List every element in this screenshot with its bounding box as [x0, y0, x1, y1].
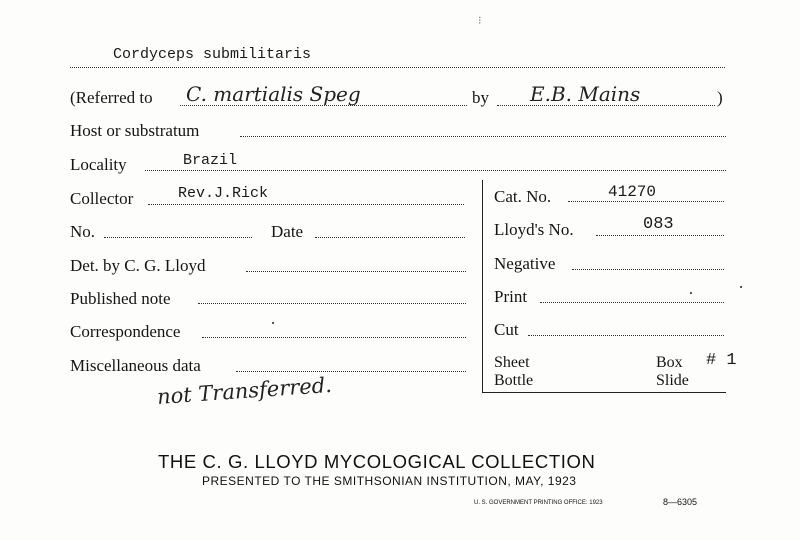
sheet-label: Sheet [494, 354, 530, 371]
print-line [540, 302, 724, 303]
species-name: Cordyceps submilitaris [113, 46, 312, 63]
collector-value: Rev.J.Rick [178, 185, 269, 202]
referred-line [180, 105, 467, 106]
stray-mark: ⁝ [478, 15, 482, 27]
collector-label: Collector [70, 189, 134, 208]
scan-speck [272, 322, 274, 324]
cut-line [528, 335, 724, 336]
referred-value: C. martialis Speg [186, 82, 361, 106]
scan-speck [690, 292, 692, 294]
host-label: Host or substratum [70, 121, 200, 140]
correspondence-line [202, 337, 466, 338]
scan-speck [740, 286, 742, 288]
lloyds-no-line [596, 235, 724, 236]
cat-no-line [568, 201, 724, 202]
miscellaneous-data-label: Miscellaneous data [70, 356, 201, 375]
cut-label: Cut [494, 320, 519, 339]
lloyds-no-value: 083 [643, 215, 674, 234]
miscellaneous-data-line [236, 371, 466, 372]
no-label: No. [70, 222, 96, 241]
by-value: E.B. Mains [530, 82, 641, 106]
slide-label: Slide [656, 372, 689, 389]
collection-title: THE C. G. LLOYD MYCOLOGICAL COLLECTION [158, 451, 596, 472]
host-line [240, 136, 726, 137]
box-label: Box [656, 354, 683, 371]
by-line [497, 105, 715, 106]
form-number: 8—6305 [663, 497, 698, 507]
negative-label: Negative [494, 254, 556, 273]
det-by-label: Det. by C. G. Lloyd [70, 256, 206, 275]
species-line [70, 67, 725, 68]
cat-no-label: Cat. No. [494, 187, 552, 206]
correspondence-label: Correspondence [70, 322, 181, 341]
printing-office-note: U. S. GOVERNMENT PRINTING OFFICE: 1923 [474, 500, 603, 506]
lloyds-no-label: Lloyd's No. [494, 220, 574, 239]
collection-subtitle: PRESENTED TO THE SMITHSONIAN INSTITUTION, MAY, 1923 [202, 474, 577, 488]
negative-line [572, 269, 724, 270]
cat-no-value: 41270 [608, 183, 657, 201]
close-paren: ) [717, 88, 723, 107]
date-line [315, 237, 465, 238]
bottle-label: Bottle [494, 372, 534, 389]
date-label: Date [271, 222, 304, 241]
locality-label: Locality [70, 155, 127, 174]
published-note-label: Published note [70, 289, 171, 308]
locality-value: Brazil [183, 152, 238, 169]
locality-line [145, 170, 726, 171]
handwritten-note: not Transferred. [156, 372, 333, 409]
collector-line [148, 204, 464, 205]
by-label: by [472, 88, 489, 107]
box-value: # 1 [706, 351, 737, 370]
print-label: Print [494, 287, 528, 306]
det-by-line [246, 271, 466, 272]
referred-label: (Referred to [70, 88, 153, 107]
no-line [104, 237, 252, 238]
published-note-line [198, 303, 466, 304]
